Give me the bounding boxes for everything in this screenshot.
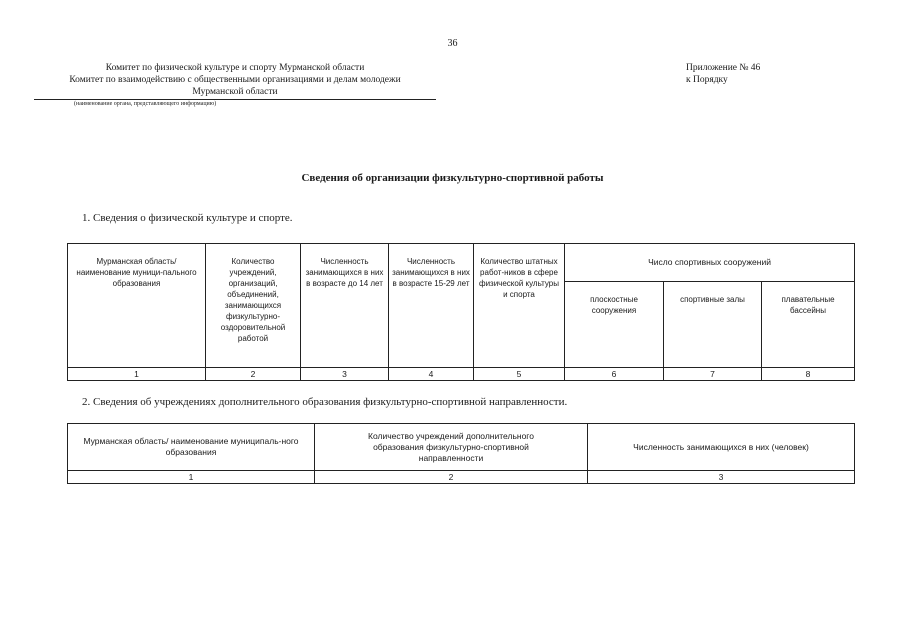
table1-header-region: Мурманская область/ наименование муници-пального образования (68, 244, 206, 368)
table1-column-number: 8 (762, 368, 855, 381)
table1-header-institutions: Количество учреждений, организаций, объединений, занимающихся физкультурно-оздоровительной работой (206, 244, 301, 368)
table1-column-number: 2 (206, 368, 301, 381)
page-number: 36 (447, 38, 458, 49)
table1-column-number: 4 (389, 368, 474, 381)
table1-header-under14: Численность занимающихся в них в возрасте до 14 лет (301, 244, 389, 368)
additional-education-table (67, 423, 855, 484)
table1-subheader-pools: плавательные бассейны (762, 282, 855, 368)
table1-column-number: 5 (474, 368, 565, 381)
table1-column-number: 7 (664, 368, 762, 381)
table1-column-number: 3 (301, 368, 389, 381)
table2-column-number: 3 (588, 471, 855, 484)
appendix-number: Приложение № 46 (686, 63, 761, 73)
sports-info-table (67, 243, 855, 381)
table1-header-15-29: Численность занимающихся в них в возрасте 15-29 лет (389, 244, 474, 368)
section1-heading: 1. Сведения о физической культуре и спорте. (82, 212, 293, 224)
table2-header-institutions: Количество учреждений дополнительного образования физкультурно-спортивной направленности (315, 424, 588, 471)
table2-column-number: 1 (68, 471, 315, 484)
organization-caption: (наименование органа, представляющего информацию) (74, 101, 217, 107)
signature-rule (34, 99, 436, 100)
reporting-organization (34, 62, 436, 98)
table1-header-staff: Количество штатных работ-ников в сфере физической культуры и спорта (474, 244, 565, 368)
appendix-order: к Порядку (686, 75, 728, 85)
table1-header-facilities: Число спортивных сооружений (565, 244, 855, 282)
table1-column-number: 1 (68, 368, 206, 381)
table2-column-number: 2 (315, 471, 588, 484)
table1-column-number: 6 (565, 368, 664, 381)
organization-line: Комитет по физической культуре и спорту Мурманской области (105, 63, 365, 73)
table1-subheader-halls: спортивные залы (664, 282, 762, 368)
document-title: Сведения об организации физкультурно-спортивной работы (301, 172, 604, 184)
appendix-reference (686, 62, 760, 86)
table1-subheader-outdoor: плоскостные сооружения (565, 282, 664, 368)
organization-line: Мурманской области (192, 87, 278, 97)
table2-header-participants: Численность занимающихся в них (человек) (588, 424, 855, 471)
table2-header-region: Мурманская область/ наименование муниципаль-ного образования (68, 424, 315, 471)
organization-line: Комитет по взаимодействию с общественными организациями и делам молодежи (69, 75, 401, 85)
section2-heading: 2. Сведения об учреждениях дополнительного образования физкультурно-спортивной направленности. (82, 396, 568, 408)
